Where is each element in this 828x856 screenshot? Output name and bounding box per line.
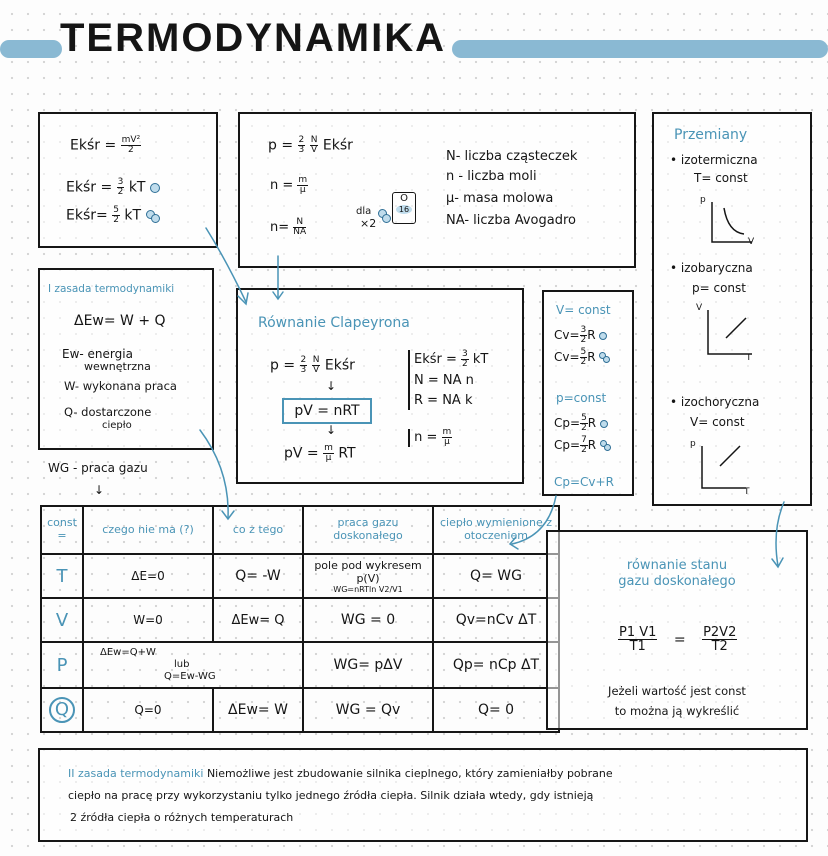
header-missing: czego nie ma (?) bbox=[83, 506, 213, 554]
substitution-3: R = NA k bbox=[414, 393, 473, 408]
merged-line-2: Q=Ew-WG bbox=[164, 671, 216, 682]
dla-label: dla bbox=[356, 206, 372, 217]
frac-den: 2 bbox=[113, 215, 119, 225]
cv2-right: R bbox=[587, 350, 596, 364]
sub-1-right: kT bbox=[472, 352, 489, 367]
isobaric-condition: p= const bbox=[692, 281, 746, 295]
frac-num: 3 bbox=[117, 177, 124, 187]
frac-num: 3 bbox=[580, 325, 587, 335]
frac-den: 3 bbox=[300, 365, 307, 375]
frac-den: 2 bbox=[462, 359, 468, 369]
table-cell: ΔEw= W bbox=[213, 688, 303, 732]
energy-line-1-frac bbox=[121, 136, 142, 155]
isochoric-label: • izochoryczna bbox=[670, 395, 760, 409]
row-label: V bbox=[41, 598, 83, 642]
p-const-label: p=const bbox=[556, 391, 607, 405]
energy-line-3 bbox=[66, 206, 159, 225]
frac-num: 5 bbox=[580, 347, 587, 357]
frac-num: 2 bbox=[298, 135, 305, 145]
card-bottom-value: 16 bbox=[396, 205, 412, 214]
isochore-line bbox=[720, 446, 740, 466]
mayer-relation: Cp=Cv+R bbox=[554, 475, 614, 489]
state-eq-equals: = bbox=[673, 631, 686, 648]
row-label: P bbox=[41, 642, 83, 688]
work-formula: WG=nRTln V2/V1 bbox=[333, 584, 403, 594]
header-result: co z tego bbox=[213, 506, 303, 554]
frac-den: μ bbox=[325, 453, 332, 463]
pressure-frac-1 bbox=[298, 136, 306, 155]
mass-form-right: RT bbox=[338, 445, 356, 462]
frac-num: N bbox=[312, 355, 320, 365]
frac-den: V bbox=[311, 145, 318, 155]
pressure-right: Ekśr bbox=[322, 137, 353, 154]
process-graphs bbox=[654, 114, 814, 508]
cp-diatomic bbox=[554, 436, 613, 455]
w-line: W- wykonana praca bbox=[64, 379, 177, 393]
cp2-left: Cp= bbox=[554, 438, 581, 452]
energy-line-3-frac bbox=[112, 206, 120, 225]
work-label: WG - praca gazu bbox=[48, 461, 148, 475]
adiabatic-circle: Q bbox=[49, 697, 75, 723]
processes-box bbox=[652, 112, 812, 506]
frac-den: μ bbox=[299, 185, 306, 195]
frac-num: P1 V1 bbox=[619, 625, 657, 640]
monatomic-molecule-icon bbox=[600, 420, 608, 428]
clapeyron-pressure bbox=[270, 356, 355, 375]
merged-or: lub bbox=[174, 659, 190, 670]
q-line-2: ciepło bbox=[102, 420, 132, 431]
frac-num: m bbox=[442, 427, 452, 437]
graph-2-y-label: V bbox=[696, 303, 703, 313]
ew-line-2: wewnętrzna bbox=[84, 360, 151, 373]
isochoric-condition: V= const bbox=[690, 415, 745, 429]
table-row bbox=[41, 598, 559, 642]
energy-line-2-right: kT bbox=[128, 179, 146, 196]
table-cell: Qp= nCp ΔT bbox=[433, 642, 559, 688]
processes-heading: Przemiany bbox=[674, 127, 748, 143]
cp2-right: R bbox=[587, 438, 597, 452]
frac-den: 2 bbox=[581, 423, 587, 433]
cp1-right: R bbox=[587, 416, 597, 430]
mass-form-frac bbox=[323, 444, 334, 463]
diatomic-molecule-icon bbox=[599, 352, 612, 364]
second-law-box bbox=[38, 748, 808, 842]
clapeyron-arrow-1: ↓ bbox=[326, 379, 337, 393]
graph-1-x-label: V bbox=[748, 237, 755, 247]
row-label: T bbox=[41, 554, 83, 598]
table-row bbox=[41, 642, 559, 688]
table-cell: ΔE=0 bbox=[83, 554, 213, 598]
ew-line-1: Ew- energia bbox=[62, 347, 133, 361]
graph-2-x-label: T bbox=[746, 353, 752, 363]
second-law-text-1: Niemożliwe jest zbudowanie silnika cieplnego, który zamieniałby pobrane bbox=[206, 767, 613, 780]
second-law-line-1 bbox=[68, 768, 613, 780]
graph-2-axes bbox=[708, 310, 752, 354]
substitution-bracket bbox=[408, 350, 410, 410]
table-cell: W=0 bbox=[83, 598, 213, 642]
table-cell: Q= WG bbox=[433, 554, 559, 598]
graph-1-y-label: p bbox=[700, 195, 706, 205]
energy-line-2-frac bbox=[117, 178, 125, 197]
work-arrow: ↓ bbox=[94, 483, 105, 497]
isochoric-name: izochoryczna bbox=[680, 395, 760, 409]
frac-den: 2 bbox=[128, 145, 134, 155]
frac-num: mV² bbox=[121, 135, 141, 145]
isotherm-curve bbox=[724, 208, 744, 234]
cp1-left: Cp= bbox=[554, 416, 581, 430]
cv1-right: R bbox=[587, 328, 596, 342]
second-law-heading: II zasada termodynamiki bbox=[68, 767, 204, 780]
process-table bbox=[40, 505, 560, 733]
frac-num: 5 bbox=[581, 413, 587, 423]
row-label bbox=[41, 688, 83, 732]
table-row bbox=[41, 688, 559, 732]
table-cell: WG = Qv bbox=[303, 688, 433, 732]
molar-mass-card bbox=[392, 192, 416, 224]
sub-1-left: Ekśr = bbox=[414, 352, 457, 367]
page-title: TERMODYNAMIKA bbox=[60, 16, 446, 60]
table-cell-work bbox=[303, 554, 433, 598]
energy-line-3-left: Ekśr= bbox=[66, 207, 108, 224]
frac-num: 5 bbox=[113, 205, 119, 215]
cp-monatomic bbox=[554, 414, 608, 433]
graph-3-y-label: p bbox=[690, 439, 696, 449]
state-eq-formula bbox=[618, 626, 737, 653]
isobar-line bbox=[726, 318, 746, 338]
table-cell: Q=0 bbox=[83, 688, 213, 732]
title-band-right bbox=[452, 40, 828, 58]
frac-den: V bbox=[313, 365, 320, 375]
header-work: praca gazu doskonałego bbox=[303, 506, 433, 554]
bracket-mark bbox=[408, 429, 410, 447]
frac-num: P2V2 bbox=[703, 625, 737, 640]
energy-line-2-left: Ekśr = bbox=[66, 179, 113, 196]
merged-line-1: ΔEw=Q+W bbox=[100, 647, 156, 658]
table-cell-merged bbox=[83, 642, 303, 688]
work-text: pole pod wykresem p(V) bbox=[314, 558, 422, 585]
energy-box bbox=[38, 112, 218, 248]
clapeyron-p-left: p = bbox=[270, 357, 296, 374]
isobaric-name: izobaryczna bbox=[680, 261, 753, 275]
table-header-row bbox=[41, 506, 559, 554]
table-cell: Q= -W bbox=[213, 554, 303, 598]
clapeyron-mass-form bbox=[284, 444, 356, 463]
moles-formula-2 bbox=[270, 218, 306, 237]
moles-1-frac bbox=[297, 176, 308, 195]
state-eq-note-2: to można ją wykreślić bbox=[614, 704, 740, 718]
mass-form-left: pV = bbox=[284, 445, 319, 462]
substitution-1 bbox=[414, 350, 488, 369]
first-law-box bbox=[38, 268, 214, 450]
frac-num: 3 bbox=[462, 349, 468, 359]
sub-4-left: n = bbox=[414, 430, 438, 445]
cv-diatomic bbox=[554, 348, 612, 367]
energy-line-1-left: Ekśr = bbox=[70, 137, 117, 154]
card-top-value: O bbox=[400, 193, 408, 204]
table-cell: ΔEw= Q bbox=[213, 598, 303, 642]
legend-item-1: n - liczba moli bbox=[446, 169, 537, 184]
state-eq-note-1: Jeżeli wartość jest const bbox=[608, 684, 746, 698]
clapeyron-box bbox=[236, 288, 524, 484]
frac-num: m bbox=[324, 443, 333, 453]
clapeyron-arrow-2: ↓ bbox=[326, 423, 337, 437]
pressure-frac-2 bbox=[310, 136, 319, 155]
clapeyron-main-equation: pV = nRT bbox=[282, 398, 372, 424]
cv-monatomic bbox=[554, 326, 607, 345]
moles-2-frac bbox=[293, 218, 306, 237]
frac-den: 2 bbox=[580, 335, 587, 345]
state-eq-heading-2: gazu doskonałego bbox=[618, 574, 736, 589]
legend-item-2: μ- masa molowa bbox=[446, 191, 554, 206]
sub-4-frac bbox=[442, 428, 453, 447]
first-law-formula: ΔEw= W + Q bbox=[74, 313, 166, 329]
frac-den: T2 bbox=[711, 639, 728, 654]
frac-den: 2 bbox=[117, 187, 124, 197]
table-cell: WG= pΔV bbox=[303, 642, 433, 688]
pressure-box bbox=[238, 112, 636, 268]
diatomic-molecule-icon bbox=[378, 209, 391, 221]
moles-formula-1 bbox=[270, 176, 308, 195]
sub-1-frac bbox=[461, 350, 469, 369]
v-const-label: V= const bbox=[556, 303, 611, 317]
cv2-left: Cv= bbox=[554, 350, 580, 364]
second-law-line-2: ciepło na pracę przy wykorzystaniu tylko jednego źródła ciepła. Silnik działa wtedy, gdy istnieją bbox=[68, 789, 594, 802]
legend-item-0: N- liczba cząsteczek bbox=[446, 149, 578, 164]
energy-line-1 bbox=[70, 136, 141, 155]
pressure-left: p = bbox=[268, 137, 294, 154]
substitution-4 bbox=[408, 428, 452, 447]
isobaric-label: • izobaryczna bbox=[670, 261, 753, 275]
moles-2-left: n= bbox=[270, 220, 290, 235]
state-eq-frac-2 bbox=[702, 626, 737, 653]
state-eq-heading-1: równanie stanu bbox=[626, 558, 728, 573]
clapeyron-heading: Równanie Clapeyrona bbox=[258, 315, 410, 331]
clapeyron-frac-1 bbox=[300, 356, 308, 375]
graph-3-axes bbox=[702, 446, 746, 488]
graph-1-axes bbox=[712, 202, 752, 242]
pressure-formula bbox=[268, 136, 353, 155]
frac-num: N bbox=[310, 135, 318, 145]
isothermal-condition: T= const bbox=[694, 171, 748, 185]
cp2-frac bbox=[580, 436, 588, 455]
title-band-left bbox=[0, 40, 62, 58]
frac-den: μ bbox=[444, 437, 450, 447]
energy-line-2 bbox=[66, 178, 160, 197]
frac-den: 3 bbox=[298, 145, 305, 155]
table-cell: WG = 0 bbox=[303, 598, 433, 642]
frac-den: T1 bbox=[629, 639, 646, 654]
monatomic-molecule-icon bbox=[599, 332, 607, 340]
table-cell: Qv=nCv ΔT bbox=[433, 598, 559, 642]
first-law-heading: I zasada termodynamiki bbox=[48, 283, 175, 295]
header-heat: ciepło wymienione z otoczeniem bbox=[433, 506, 559, 554]
table-row bbox=[41, 554, 559, 598]
isothermal-label: • izotermiczna bbox=[670, 153, 758, 167]
frac-num: 7 bbox=[581, 435, 587, 445]
frac-num: N bbox=[293, 218, 306, 228]
isothermal-name: izotermiczna bbox=[680, 153, 758, 167]
moles-1-left: n = bbox=[270, 178, 294, 193]
clapeyron-p-right: Ekśr bbox=[324, 357, 355, 374]
x2-label: ×2 bbox=[360, 217, 377, 230]
frac-den: 2 bbox=[581, 445, 587, 455]
state-eq-frac-1 bbox=[618, 626, 657, 653]
diatomic-molecule-icon bbox=[600, 440, 613, 452]
frac-num: 2 bbox=[300, 355, 307, 365]
diatomic-molecule-icon bbox=[146, 210, 159, 222]
cv1-left: Cv= bbox=[554, 328, 580, 342]
legend-item-3: NA- liczba Avogadro bbox=[446, 213, 576, 228]
second-law-line-3: 2 źródła ciepła o różnych temperaturach bbox=[70, 811, 294, 824]
frac-num: m bbox=[298, 175, 308, 185]
cp1-frac bbox=[580, 414, 588, 433]
graph-3-x-label: T bbox=[744, 487, 750, 497]
q-line-1: Q- dostarczone bbox=[64, 405, 152, 419]
energy-line-3-right: kT bbox=[124, 207, 142, 224]
table-cell: Q= 0 bbox=[433, 688, 559, 732]
substitution-2: N = NA n bbox=[414, 373, 474, 388]
clapeyron-frac-2 bbox=[312, 356, 321, 375]
state-equation-box bbox=[546, 530, 808, 730]
frac-den: 2 bbox=[580, 357, 587, 367]
header-const: const = bbox=[41, 506, 83, 554]
heat-capacity-box bbox=[542, 290, 634, 496]
frac-den: NA bbox=[293, 227, 307, 237]
monatomic-molecule-icon bbox=[150, 183, 160, 193]
